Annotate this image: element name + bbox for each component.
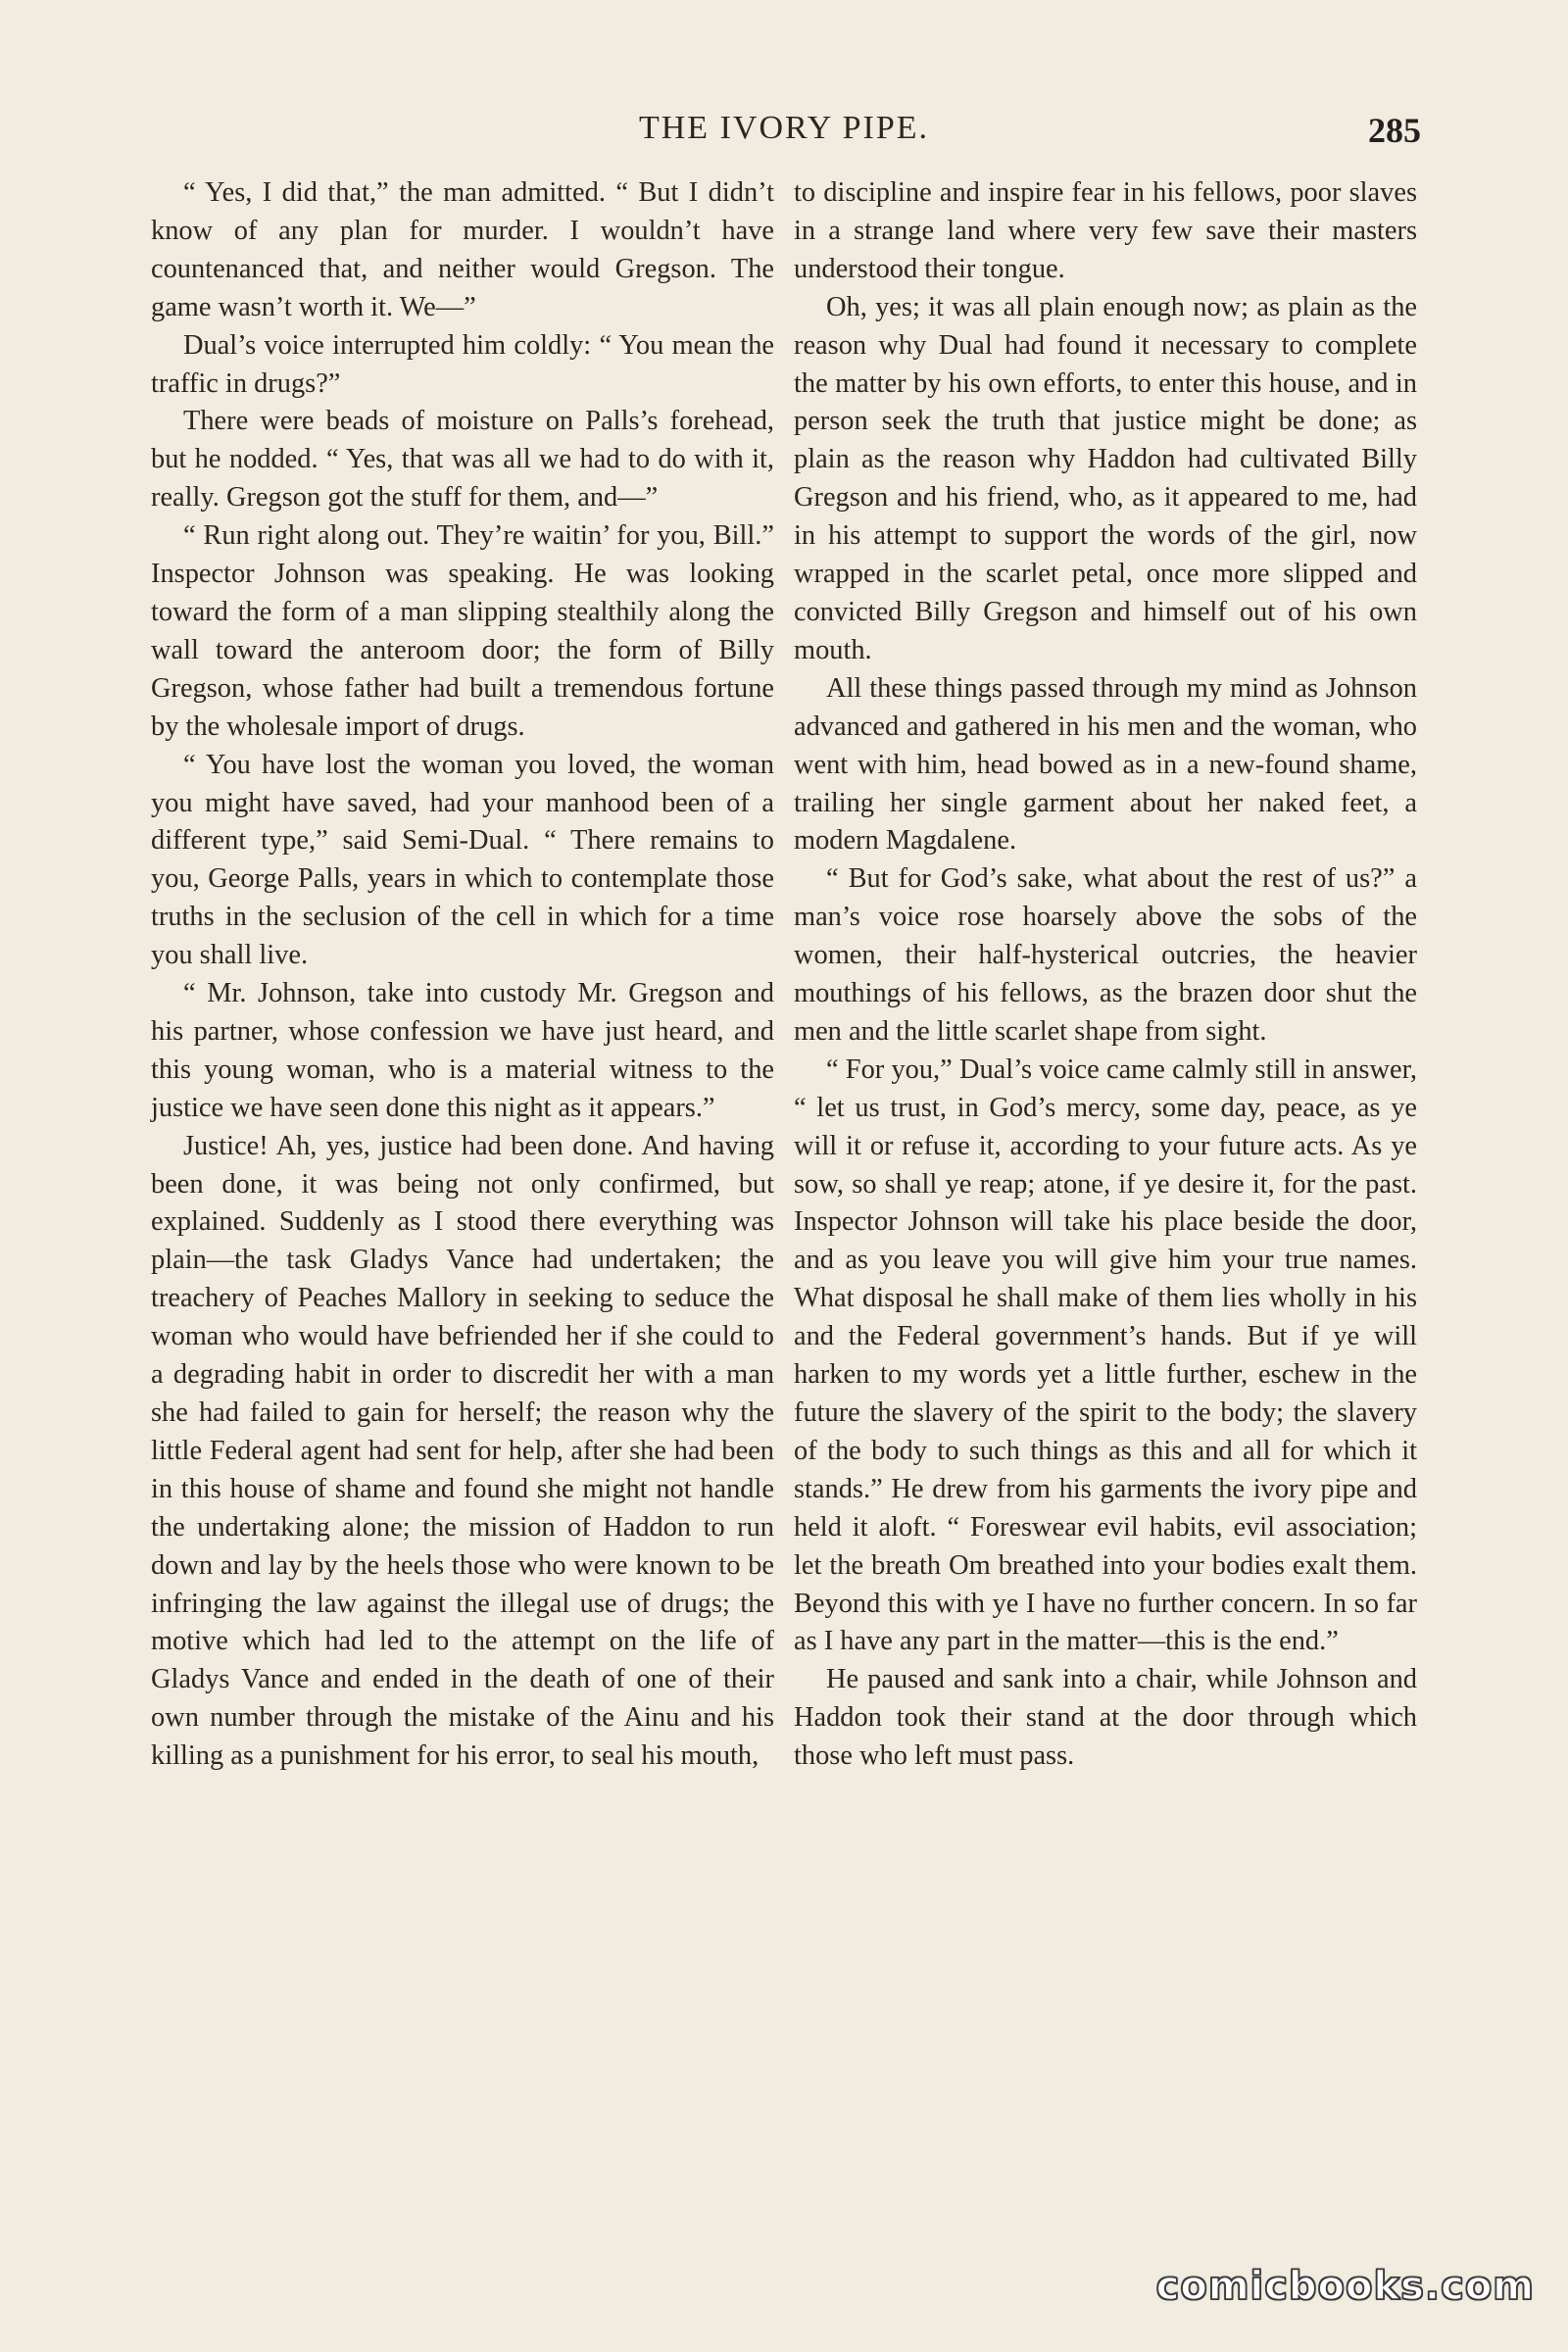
paragraph: “ Yes, I did that,” the man admitted. “ But I didn’t know of any plan for murder. I wouldn’t have countenanced that, and neither would Gregson. The game wasn’t worth it. We—” bbox=[151, 177, 774, 322]
paragraph: “ You have lost the woman you loved, the woman you might have saved, had your manhood been of a different type,” said Semi-Dual. “ There remains to you, George Palls, years in which to contemplate those truths in the seclusion of the cell in which for a time you shall live. bbox=[151, 749, 774, 971]
site-watermark: comicbooks.com bbox=[1155, 2264, 1535, 2309]
paragraph: Justice! Ah, yes, justice had been done. And having been done, it was being not only confirmed, but explained. Suddenly as I stood there everything was plain—the task Gladys Vance had undertaken; the treachery of Peaches Mallory in seeking to seduce the woman who would have befriended her if she could to a degrading habit in order to discredit her with a man she had failed to gain for herself; the reason why the little Federal agent had sent for help, after she had been in this house of shame and found she might not handle the undertaking alone; the mission of Haddon to run down and lay by the heels those who were known to be infringing the law against the illegal use of drugs; the motive which had led to the attempt on the life of Gladys Vance and ended in the death of one of their own number through the mistake of the Ainu and his killing as a punishment for his error, to seal his mouth, bbox=[151, 1130, 774, 1772]
right-text-column bbox=[794, 174, 1417, 1776]
paragraph: “ Mr. Johnson, take into custody Mr. Gregson and his partner, whose confession we have just heard, and this young woman, who is a material witness to the justice we have seen done this night as it appears.” bbox=[151, 978, 774, 1123]
paragraph: “ For you,” Dual’s voice came calmly still in answer, “ let us trust, in God’s mercy, some day, peace, as ye will it or refuse it, according to your future acts. As ye sow, so shall ye reap; atone, if ye desire it, for the past. Inspector Johnson will take his place beside the door, and as you leave you will give him your true names. What disposal he shall make of them lies wholly in his and the Federal government’s hands. But if ye will harken to my words yet a little further, eschew in the future the slavery of the spirit to the body; the slavery of the body to such things as this and all for which it stands.” He drew from his garments the ivory pipe and held it aloft. “ Foreswear evil habits, evil association; let the breath Om breathed into your bodies exalt them. Beyond this with ye I have no further concern. In so far as I have any part in the matter—this is the end.” bbox=[794, 1054, 1417, 1657]
paragraph: All these things passed through my mind as Johnson advanced and gathered in his men and the woman, who went with him, head bowed as in a new-found shame, trailing her single garment about her naked feet, a modern Magdalene. bbox=[794, 672, 1417, 857]
page-header bbox=[147, 110, 1421, 157]
paragraph: “ But for God’s sake, what about the rest of us?” a man’s voice rose hoarsely above the sobs of the women, their half-hysterical outcries, the heavier mouthings of his fellows, as the brazen door shut the men and the little scarlet shape from sight. bbox=[794, 863, 1417, 1047]
paragraph: “ Run right along out. They’re waitin’ for you, Bill.” Inspector Johnson was speaking. He was looking toward the form of a man slipping stealthily along the wall toward the anteroom door; the form of Billy Gregson, whose father had built a tremendous fortune by the wholesale import of drugs. bbox=[151, 520, 774, 742]
left-text-column bbox=[151, 174, 774, 1776]
paragraph: Dual’s voice interrupted him coldly: “ You mean the traffic in drugs?” bbox=[151, 329, 774, 399]
running-title: THE IVORY PIPE. bbox=[638, 110, 930, 146]
paragraph-continued: to discipline and inspire fear in his fellows, poor slaves in a strange land where very few save their masters understood their tongue. bbox=[794, 177, 1417, 284]
paragraph: He paused and sank into a chair, while Johnson and Haddon took their stand at the door through which those who left must pass. bbox=[794, 1664, 1417, 1772]
paragraph: Oh, yes; it was all plain enough now; as plain as the reason why Dual had found it necessary to complete the matter by his own efforts, to enter this house, and in person seek the truth that justice might be done; as plain as the reason why Haddon had cultivated Billy Gregson and his friend, who, as it appeared to me, had in his attempt to support the words of the girl, now wrapped in the scarlet petal, once more slipped and convicted Billy Gregson and himself out of his own mouth. bbox=[794, 291, 1417, 665]
page-number: 285 bbox=[1368, 111, 1421, 150]
paragraph: There were beads of moisture on Palls’s forehead, but he nodded. “ Yes, that was all we had to do with it, really. Gregson got the stuff for them, and—” bbox=[151, 406, 774, 514]
